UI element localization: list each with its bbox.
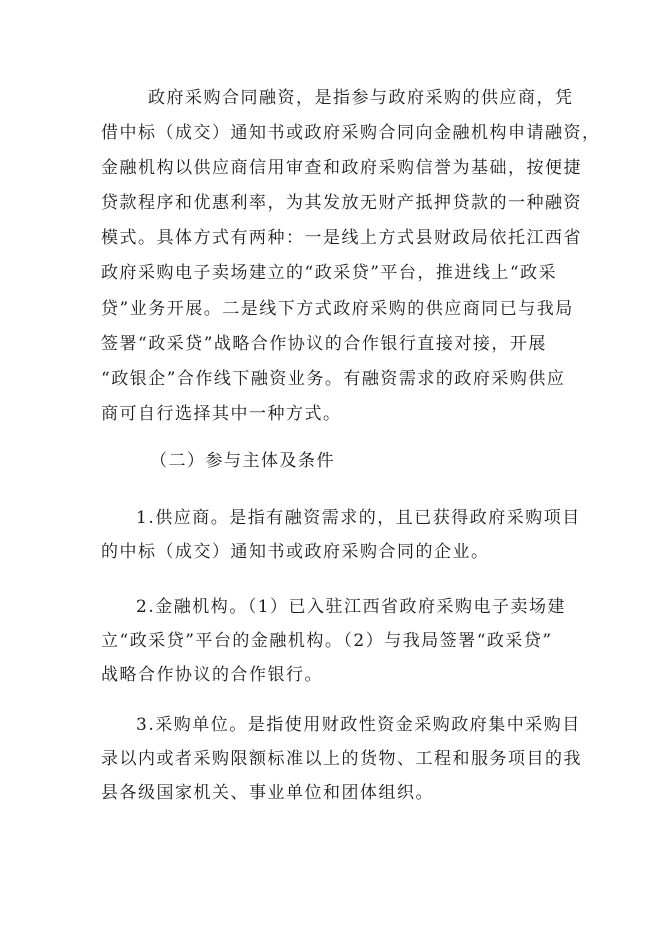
text-line: 政府采购合同融资，是指参与政府采购的供应商，凭: [148, 88, 574, 108]
text-line: 县各级国家机关、事业单位和团体组织。: [101, 783, 434, 803]
section-heading-text: （二）参与主体及条件: [150, 451, 335, 471]
text-line: 商可自行选择其中一种方式。: [101, 403, 342, 424]
text-line: 的中标（成交）通知书或政府采购合同的企业。: [101, 542, 490, 562]
text-line: 战略合作协议的合作银行。: [101, 665, 323, 685]
text-line: 金融机构以供应商信用审查和政府采购信誉为基础，按便捷: [101, 158, 582, 179]
text-line: 立“政采贷”平台的金融机构。（2）与我局签署“政采贷”: [101, 631, 553, 651]
text-line: 贷”业务开展。二是线下方式政府采购的供应商同已与我局: [101, 298, 574, 319]
text-line: 贷款程序和优惠利率，为其发放无财产抵押贷款的一种融资: [101, 193, 582, 214]
text-line: “政银企”合作线下融资业务。有融资需求的政府采购供应: [101, 368, 566, 389]
text-line: 1.供应商。是指有融资需求的，且已获得政府采购项目: [136, 508, 581, 528]
section-heading: [101, 444, 563, 478]
item-supplier: [101, 501, 581, 569]
text-line: 模式。具体方式有两种：一是线上方式县财政局依托江西省: [101, 228, 582, 249]
text-line: 录以内或者采购限额标准以上的货物、工程和服务项目的我: [101, 749, 582, 769]
text-line: 政府采购电子卖场建立的“政采贷”平台，推进线上“政采: [101, 263, 558, 284]
text-line: 签署“政采贷”战略合作协议的合作银行直接对接，开展: [101, 333, 547, 354]
item-financial-institution: [101, 590, 567, 692]
text-line: 2.金融机构。（1）已入驻江西省政府采购电子卖场建: [136, 597, 567, 617]
paragraph-financing-definition: [101, 81, 601, 432]
item-purchasing-unit: [101, 708, 582, 810]
text-line: 3.采购单位。是指使用财政性资金采购政府集中采购目: [136, 715, 581, 735]
text-line: 借中标（成交）通知书或政府采购合同向金融机构申请融资，: [101, 123, 601, 144]
